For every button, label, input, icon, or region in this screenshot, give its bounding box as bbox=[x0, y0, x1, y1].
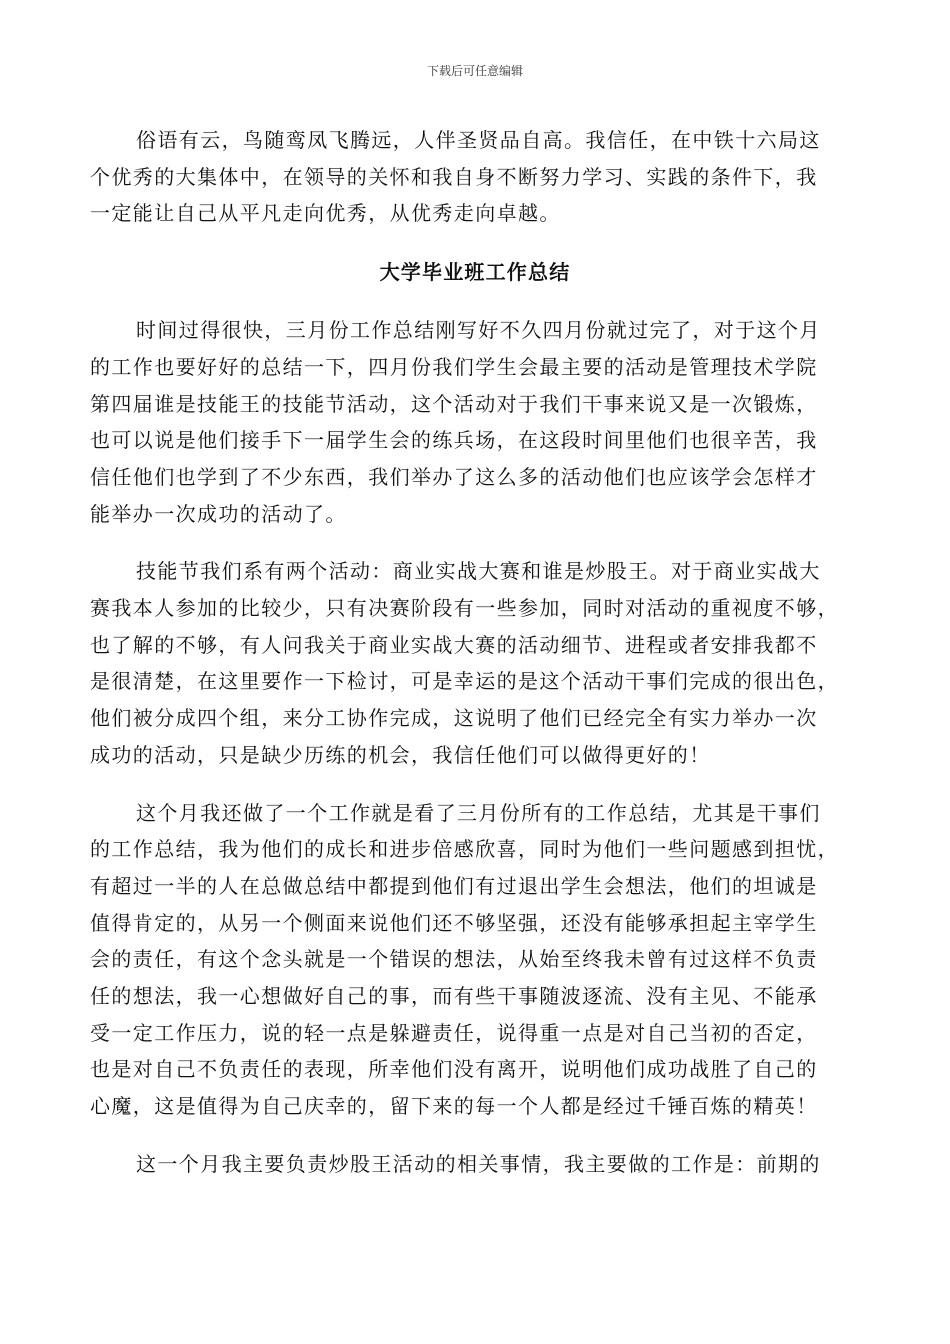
body-paragraph-3 bbox=[90, 795, 860, 1125]
paragraph-line: 个优秀的大集体中，在领导的关怀和我自身不断努力学习、实践的条件下，我 bbox=[90, 164, 818, 189]
document-body bbox=[90, 122, 860, 1183]
paragraph-line: 第四届谁是技能王的技能节活动，这个活动对于我们干事来说又是一次锻炼， bbox=[90, 391, 818, 416]
paragraph-line: 受一定工作压力，说的轻一点是躲避责任，说得重一点是对自己当初的否定， bbox=[90, 1020, 818, 1045]
paragraph-line: 这一个月我主要负责炒股王活动的相关事情，我主要做的工作是：前期的 bbox=[136, 1151, 821, 1176]
page-header: 下载后可任意编辑 bbox=[426, 64, 523, 78]
paragraph-line: 会的责任，有这个念头就是一个错误的想法，从始至终我未曾有过这样不负责 bbox=[90, 947, 818, 972]
paragraph-line: 赛我本人参加的比较少，只有决赛阶段有一些参加，同时对活动的重视度不够， bbox=[90, 596, 839, 621]
paragraph-line: 成功的活动，只是缺少历练的机会，我信任他们可以做得更好的！ bbox=[90, 742, 711, 767]
paragraph-line: 也了解的不够，有人问我关于商业实战大赛的活动细节、进程或者安排我都不 bbox=[90, 632, 818, 657]
paragraph-line: 技能节我们系有两个活动：商业实战大赛和谁是炒股王。对于商业实战大 bbox=[136, 559, 821, 584]
section-title-wrap bbox=[90, 255, 860, 289]
body-paragraph-1 bbox=[90, 312, 860, 532]
paragraph-gap bbox=[90, 1125, 860, 1146]
section-title: 大学毕业班工作总结 bbox=[379, 260, 571, 285]
paragraph-line: 有超过一半的人在总做总结中都提到他们有过退出学生会想法，他们的坦诚是 bbox=[90, 873, 818, 898]
paragraph-line: 能举办一次成功的活动了。 bbox=[90, 501, 347, 526]
paragraph-line: 一定能让自己从平凡走向优秀，从优秀走向卓越。 bbox=[90, 201, 561, 226]
paragraph-line: 他们被分成四个组，来分工协作完成，这说明了他们已经完全有实力举办一次 bbox=[90, 706, 818, 731]
paragraph-line: 任的想法，我一心想做好自己的事，而有些干事随波逐流、没有主见、不能承 bbox=[90, 984, 818, 1009]
body-paragraph-4 bbox=[90, 1146, 860, 1183]
body-paragraph-2 bbox=[90, 553, 860, 773]
paragraph-line: 的工作总结，我为他们的成长和进步倍感欣喜，同时为他们一些问题感到担忧， bbox=[90, 837, 839, 862]
paragraph-line: 这个月我还做了一个工作就是看了三月份所有的工作总结，尤其是干事们 bbox=[136, 800, 821, 825]
paragraph-line: 俗语有云，鸟随鸾凤飞腾远，人伴圣贤品自高。我信任，在中铁十六局这 bbox=[136, 128, 821, 152]
paragraph-line: 时间过得很快，三月份工作总结刚写好不久四月份就过完了，对于这个月 bbox=[136, 318, 821, 343]
paragraph-line: 心魔，这是值得为自己庆幸的，留下来的每一个人都是经过千锤百炼的精英！ bbox=[90, 1094, 818, 1119]
paragraph-line: 信任他们也学到了不少东西，我们举办了这么多的活动他们也应该学会怎样才 bbox=[90, 464, 818, 489]
paragraph-line: 也可以说是他们接手下一届学生会的练兵场，在这段时间里他们也很辛苦，我 bbox=[90, 428, 818, 453]
intro-paragraph bbox=[90, 122, 860, 232]
paragraph-line: 是很清楚，在这里要作一下检讨，可是幸运的是这个活动干事们完成的很出色， bbox=[90, 669, 839, 694]
paragraph-line: 也是对自己不负责任的表现，所幸他们没有离开，说明他们成功战胜了自己的 bbox=[90, 1057, 818, 1082]
paragraph-gap bbox=[90, 532, 860, 553]
paragraph-line: 的工作也要好好的总结一下，四月份我们学生会最主要的活动是管理技术学院 bbox=[90, 354, 818, 379]
paragraph-line: 值得肯定的，从另一个侧面来说他们还不够坚强，还没有能够承担起主宰学生 bbox=[90, 910, 818, 935]
paragraph-gap bbox=[90, 774, 860, 795]
